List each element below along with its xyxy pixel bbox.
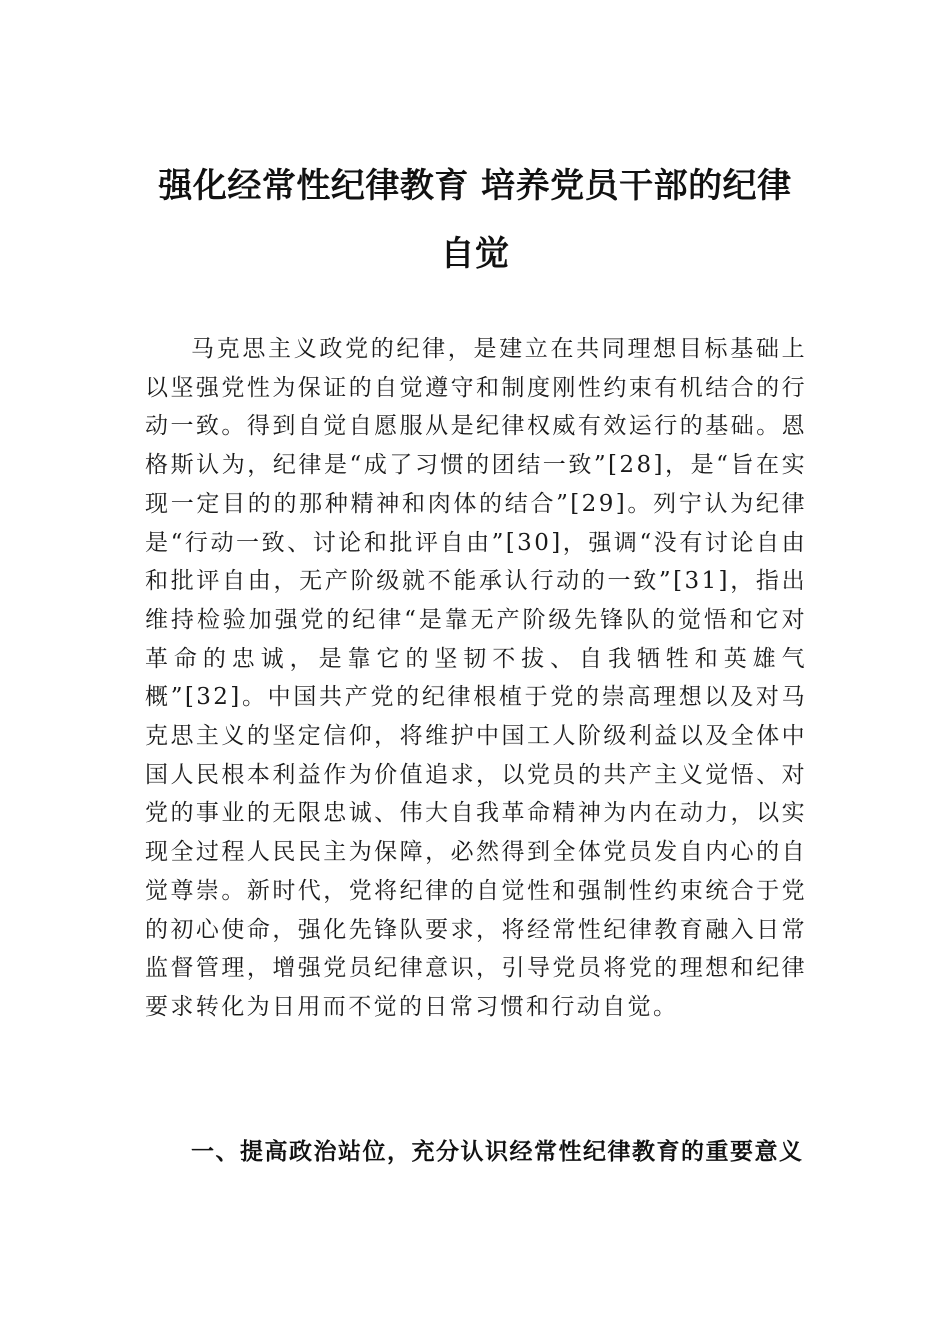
document-title: 强化经常性纪律教育 培养党员干部的纪律自觉 <box>158 166 792 274</box>
section-heading: 一、提高政治站位，充分认识经常性纪律教育的重要意义 <box>191 1138 804 1165</box>
body-paragraph: 马克思主义政党的纪律，是建立在共同理想目标基础上以坚强党性为保证的自觉遵守和制度刚性约束有机结合的行动一致。得到自觉自愿服从是纪律权威有效运行的基础。恩格斯认为，纪律是“成了习惯的团结一致”[28]，是“旨在实现一定目的的那种精神和肉体的结合”[29]。列宁认为纪律是“行动一致、讨论和批评自由”[30]，强调“没有讨论自由和批评自由，无产阶级就不能承认行动的一致”[31]，指出维持检验加强党的纪律“是靠无产阶级先锋队的觉悟和它对革命的忠诚，是靠它的坚韧不拔、自我牺牲和英雄气概”[32]。中国共产党的纪律根植于党的崇高理想以及对马克思主义的坚定信仰，将维护中国工人阶级利益以及全体中国人民根本利益作为价值追求，以党员的共产主义觉悟、对党的事业的无限忠诚、伟大自我革命精神为内在动力，以实现全过程人民民主为保障，必然得到全体党员发自内心的自觉尊崇。新时代，党将纪律的自觉性和强制性约束统合于党的初心使命，强化先锋队要求，将经常性纪律教育融入日常监督管理，增强党员纪律意识，引导党员将党的理想和纪律要求转化为日用而不觉的日常习惯和行动自觉。 <box>145 336 807 1020</box>
